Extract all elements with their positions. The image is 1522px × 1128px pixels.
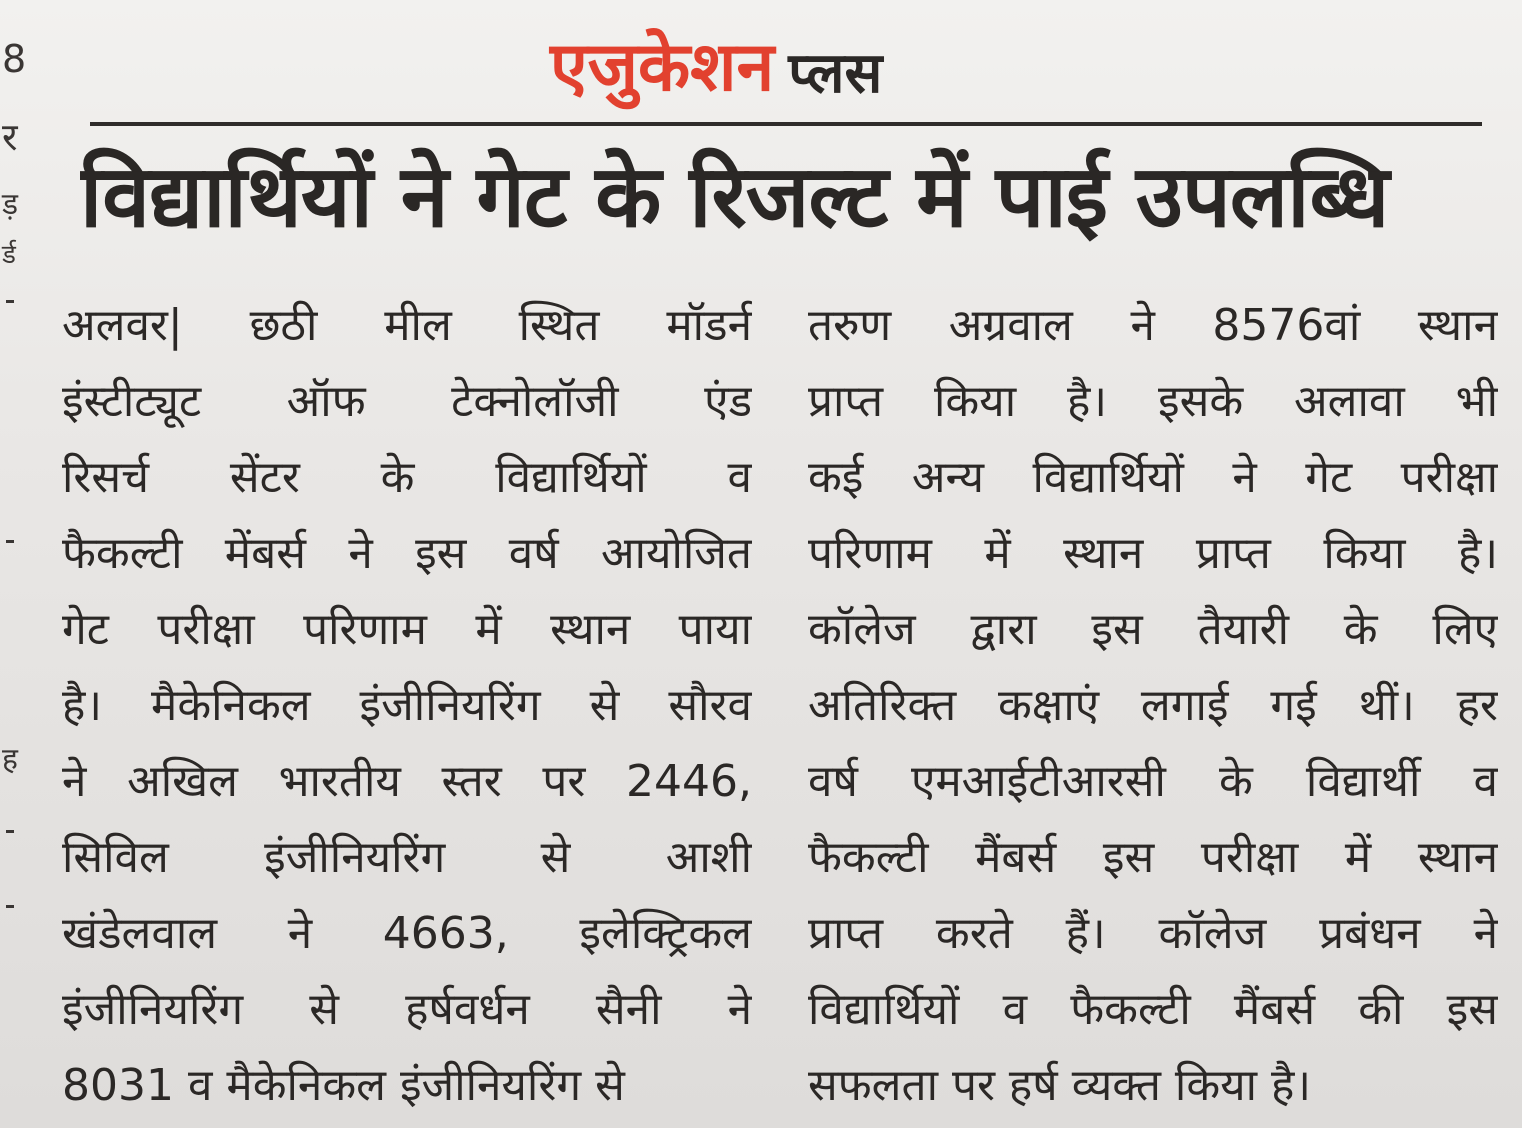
edge-mark <box>6 905 14 908</box>
article-line: प्राप्त किया है। इसके अलावा भी <box>808 376 1498 427</box>
article-line: 8031 व मैकेनिकल इंजीनियरिंग से <box>62 1060 625 1111</box>
article-line: फैकल्टी मेंबर्स ने इस वर्ष आयोजित <box>62 528 752 579</box>
article-line: अतिरिक्त कक्षाएं लगाई गई थीं। हर <box>808 680 1498 731</box>
edge-fragment: ह <box>2 742 18 777</box>
edge-fragment: 8 <box>2 37 27 81</box>
article-line: इंस्टीट्यूट ऑफ टेक्नोलॉजी एंड <box>62 376 752 427</box>
edge-fragment: र्ड <box>2 240 16 270</box>
article-line: रिसर्च सेंटर के विद्यार्थियों व <box>62 452 752 503</box>
article-line: वर्ष एमआईटीआरसी के विद्यार्थी व <box>808 756 1498 807</box>
article-line: सिविल इंजीनियरिंग से आशी <box>62 832 752 883</box>
article-line: है। मैकेनिकल इंजीनियरिंग से सौरव <box>62 680 752 731</box>
article-column-left <box>62 288 752 1124</box>
edge-fragment: र <box>2 115 18 159</box>
edge-mark <box>6 540 14 543</box>
article-line: प्राप्त करते हैं। कॉलेज प्रबंधन ने <box>808 908 1498 959</box>
article-column-right <box>808 288 1498 1124</box>
article-headline: विद्यार्थियों ने गेट के रिजल्ट में पाई उपलब्धि <box>80 147 1389 247</box>
article-line: अलवर| छठी मील स्थित मॉडर्न <box>62 300 752 351</box>
article-line: कॉलेज द्वारा इस तैयारी के लिए <box>808 604 1498 655</box>
edge-fragment: ड़ <box>2 187 19 222</box>
article-line: तरुण अग्रवाल ने 8576वां स्थान <box>808 300 1498 351</box>
section-kicker-red: एजुकेशन <box>550 28 775 107</box>
article-line: गेट परीक्षा परिणाम में स्थान पाया <box>62 604 752 655</box>
edge-mark <box>6 830 14 833</box>
section-header <box>550 22 883 107</box>
section-kicker-dark: प्लस <box>788 41 883 106</box>
article-line: ने अखिल भारतीय स्तर पर 2446, <box>62 756 752 807</box>
article-line: परिणाम में स्थान प्राप्त किया है। <box>808 528 1498 579</box>
article-line: कई अन्य विद्यार्थियों ने गेट परीक्षा <box>808 452 1498 503</box>
edge-mark <box>6 300 14 303</box>
adjacent-column-fragment <box>0 0 40 1128</box>
article-line: सफलता पर हर्ष व्यक्त किया है। <box>808 1060 1312 1111</box>
article-line: इंजीनियरिंग से हर्षवर्धन सैनी ने <box>62 984 752 1035</box>
article-line: विद्यार्थियों व फैकल्टी मैंबर्स की इस <box>808 984 1498 1035</box>
article-line: फैकल्टी मैंबर्स इस परीक्षा में स्थान <box>808 832 1498 883</box>
article-line: खंडेलवाल ने 4663, इलेक्ट्रिकल <box>62 908 752 959</box>
section-divider <box>90 122 1482 126</box>
